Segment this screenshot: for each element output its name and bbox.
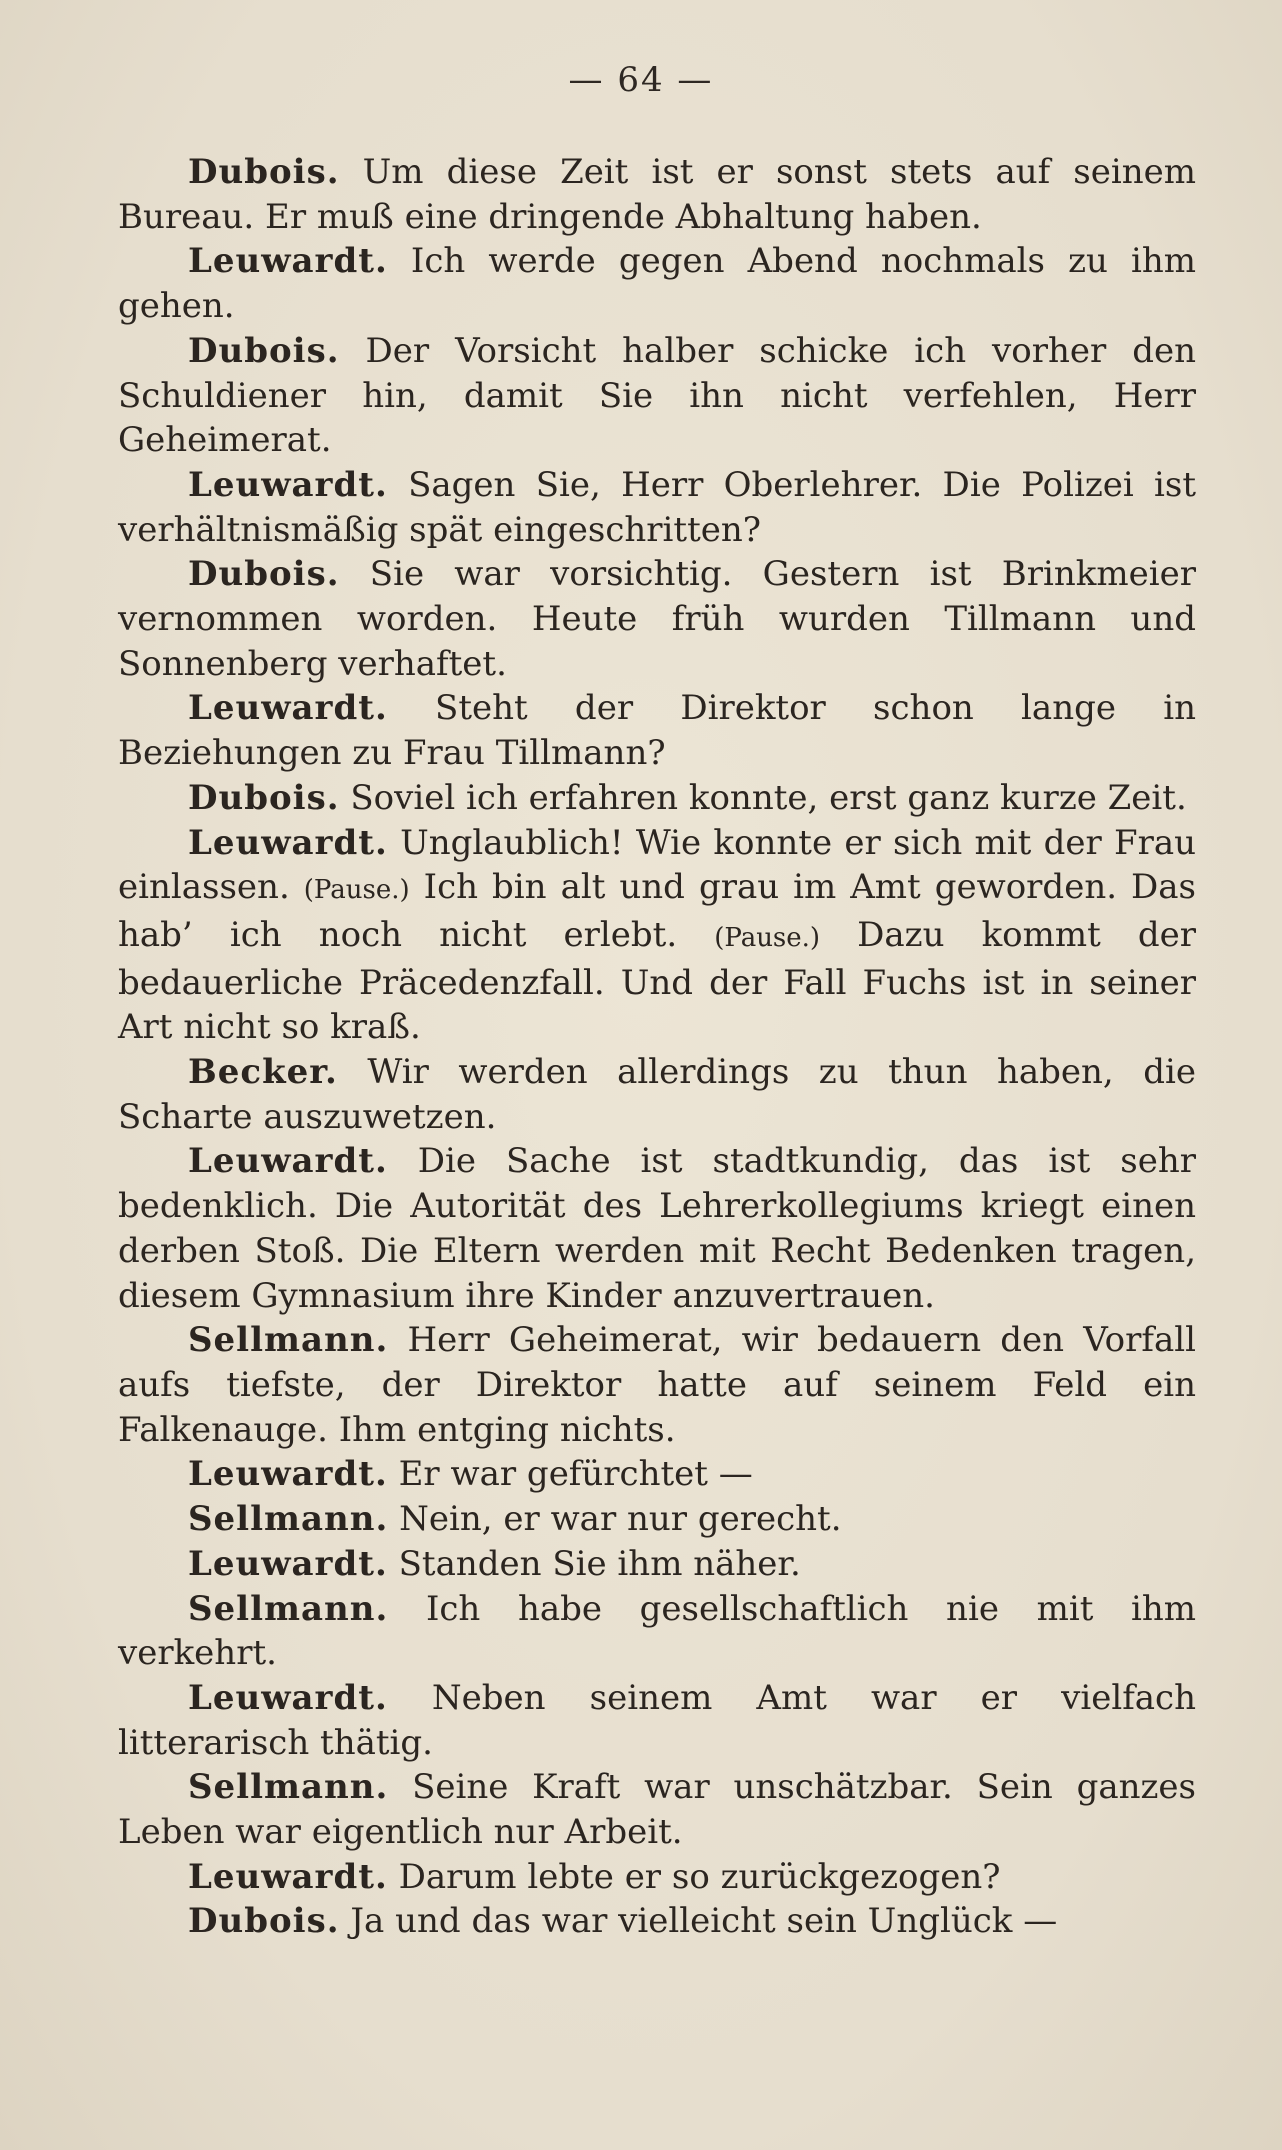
line-text: Steht der Direktor schon lange in Beziehungen zu Frau Tillmann? bbox=[118, 688, 1196, 774]
dialogue-line bbox=[118, 821, 1196, 1051]
speaker-name: Dubois. bbox=[188, 330, 340, 371]
speaker-name: Leuwardt. bbox=[188, 822, 388, 863]
dialogue-line bbox=[118, 1139, 1196, 1318]
dialogue-line bbox=[118, 1452, 1196, 1497]
line-text: Wir werden allerdings zu thun haben, die Scharte auszuwetzen. bbox=[118, 1052, 1196, 1137]
speaker-name: Leuwardt. bbox=[188, 1543, 388, 1584]
speaker-name: Leuwardt. bbox=[188, 1677, 388, 1718]
line-text: Herr Geheimerat, wir bedauern den Vorfall aufs tiefste, der Direktor hatte auf seinem Feld ein Falkenauge. Ihm entging nichts. bbox=[118, 1320, 1196, 1450]
speaker-name: Sellmann. bbox=[188, 1767, 389, 1808]
dialogue-line bbox=[118, 239, 1196, 328]
line-text: Ich habe gesellschaftlich nie mit ihm verkehrt. bbox=[118, 1588, 1196, 1674]
dialogue-line bbox=[118, 1050, 1196, 1139]
speaker-name: Leuwardt. bbox=[188, 1141, 388, 1182]
dialogue-line bbox=[118, 1587, 1196, 1676]
speaker-name: Leuwardt. bbox=[188, 1454, 388, 1495]
dialogue-line bbox=[118, 552, 1196, 686]
dialogue-line bbox=[118, 1855, 1196, 1900]
dialogue-line bbox=[118, 1318, 1196, 1452]
dialogue-line bbox=[118, 329, 1196, 463]
stage-direction: (Pause.) bbox=[303, 875, 410, 906]
speaker-name: Sellmann. bbox=[188, 1588, 389, 1629]
speaker-name: Sellmann. bbox=[188, 1499, 389, 1540]
line-text: Er war gefürchtet — bbox=[398, 1454, 753, 1495]
line-text: Ich werde gegen Abend nochmals zu ihm gehen. bbox=[118, 241, 1196, 327]
dialogue-text bbox=[118, 150, 1196, 1944]
speaker-name: Leuwardt. bbox=[188, 241, 388, 282]
line-text: Sie war vorsichtig. Gestern ist Brinkmeier vernommen worden. Heute früh wurden Tillmann und Sonnenberg verhaftet. bbox=[118, 554, 1197, 684]
dialogue-line bbox=[118, 150, 1196, 239]
speaker-name: Becker. bbox=[188, 1052, 338, 1093]
line-text: Ja und das war vielleicht sein Unglück — bbox=[350, 1901, 1058, 1942]
line-text: Standen Sie ihm näher. bbox=[398, 1543, 801, 1584]
line-text: Darum lebte er so zurückgezogen? bbox=[398, 1856, 1001, 1897]
line-text: Neben seinem Amt war er vielfach litterarisch thätig. bbox=[118, 1677, 1196, 1763]
line-text: Sagen Sie, Herr Oberlehrer. Die Polizei ist verhältnismäßig spät eingeschritten? bbox=[118, 464, 1196, 550]
line-text: Unglaublich! Wie konnte er sich mit der Frau einlassen. bbox=[118, 822, 1197, 908]
dialogue-line bbox=[118, 1542, 1196, 1587]
speaker-name: Dubois. bbox=[188, 152, 340, 192]
speaker-name: Sellmann. bbox=[188, 1320, 389, 1361]
speaker-name: Dubois. bbox=[188, 554, 340, 595]
dialogue-line bbox=[118, 776, 1196, 821]
dialogue-line bbox=[118, 1676, 1196, 1765]
line-text: Dazu kommt der bedauerliche Präcedenzfall. Und der Fall Fuchs ist in seiner Art nicht so kraß. bbox=[118, 914, 1196, 1048]
line-text: Der Vorsicht halber schicke ich vorher den Schuldiener hin, damit Sie ihn nicht verfehlen, Herr Geheimerat. bbox=[118, 330, 1196, 461]
dialogue-line bbox=[118, 1497, 1196, 1542]
line-text: Die Sache ist stadtkundig, das ist sehr bedenklich. Die Autorität des Lehrerkollegiums kriegt einen derben Stoß. Die Eltern werden mit Recht Bedenken tragen, diesem Gymnasium ihre Kinder anzuvertrauen. bbox=[118, 1141, 1196, 1316]
speaker-name: Dubois. bbox=[188, 1901, 340, 1942]
dialogue-line bbox=[118, 1899, 1196, 1944]
speaker-name: Dubois. bbox=[188, 777, 340, 818]
page-number: — 64 — bbox=[568, 60, 714, 100]
speaker-name: Leuwardt. bbox=[188, 464, 388, 505]
line-text: Um diese Zeit ist er sonst stets auf seinem Bureau. Er muß eine dringende Abhaltung haben. bbox=[118, 152, 1196, 237]
line-text: Seine Kraft war unschätzbar. Sein ganzes Leben war eigentlich nur Arbeit. bbox=[118, 1767, 1196, 1853]
speaker-name: Leuwardt. bbox=[188, 688, 388, 729]
speaker-name: Leuwardt. bbox=[188, 1856, 388, 1897]
line-text: Soviel ich erfahren konnte, erst ganz kurze Zeit. bbox=[350, 777, 1187, 818]
dialogue-line bbox=[118, 463, 1196, 552]
stage-direction: (Pause.) bbox=[714, 922, 821, 953]
dialogue-line bbox=[118, 686, 1196, 775]
line-text: Nein, er war nur gerecht. bbox=[399, 1499, 842, 1540]
dialogue-line bbox=[118, 1765, 1196, 1854]
line-text: Ich bin alt und grau im Amt geworden. Das hab’ ich noch nicht erlebt. bbox=[118, 867, 1197, 955]
